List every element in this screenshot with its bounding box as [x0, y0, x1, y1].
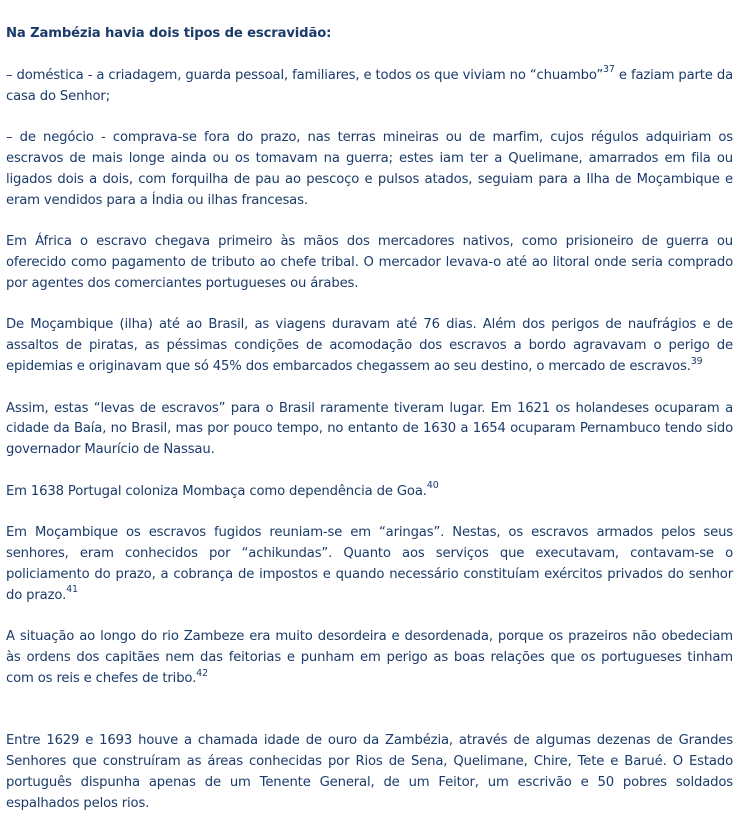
section-heading: Na Zambézia havia dois tipos de escravidão:	[6, 26, 332, 41]
paragraph-viagens	[6, 315, 733, 377]
footnote-ref-42[interactable]: 42	[196, 667, 208, 679]
paragraph-mombaca	[6, 482, 733, 503]
paragraph-aringas	[6, 523, 733, 606]
paragraph-domestica	[6, 66, 733, 108]
document-body	[6, 24, 733, 835]
footnote-ref-39[interactable]: 39	[690, 355, 703, 367]
paragraph-text: Em África o escravo chegava primeiro às mãos dos mercadores nativos, como prisioneiro de guerra ou oferecido como pagamento de tributo ao chefe tribal. O mercador levava-o até ao litoral onde seria comprado por agentes dos comerciantes portugueses ou árabes.	[6, 234, 733, 291]
paragraph-africa	[6, 232, 733, 294]
paragraph-negocio	[6, 128, 733, 211]
paragraph-text: – doméstica - a criadagem, guarda pessoal, familiares, e todos os que viviam no “chuambo”	[6, 67, 604, 83]
paragraph-text: – de negócio - comprava-se fora do prazo, nas terras mineiras ou de marfim, cujos régulos adquiriam os escravos de mais longe ainda ou os tomavam na guerra; estes iam ter a Quelimane, amarrados em fila ou ligados dois a dois, com forquilha de pau ao pescoço e pulsos atados, seguiam para a Ilha de Moçambique e eram vendidos para a Índia ou ilhas francesas.	[6, 130, 733, 208]
footnote-ref-40[interactable]: 40	[426, 480, 439, 492]
paragraph-text-continued: e faziam parte da casa do Senhor;	[6, 67, 734, 104]
paragraph-text: Entre 1629 e 1693 houve a chamada idade de ouro da Zambézia, através de algumas dezenas de Grandes Senhores que construíram as áreas conhecidas por Rios de Sena, Quelimane, Chire, Tete e Barué. O Estado português dispunha apenas de um Tenente General, de um Feitor, um escrivão e 50 pobres soldados espalhados pelos rios.	[6, 733, 733, 811]
footnote-ref-41[interactable]: 41	[66, 584, 78, 596]
paragraph-text: Em 1638 Portugal coloniza Mombaça como dependência de Goa.	[6, 483, 427, 499]
paragraph-levas	[6, 399, 733, 461]
paragraph-idade-de-ouro	[6, 731, 733, 814]
footnote-ref-37[interactable]: 37	[603, 64, 615, 76]
paragraph-text: A situação ao longo do rio Zambeze era muito desordeira e desordenada, porque os prazeiros não obedeciam às ordens dos capitães nem das feitorias e punham em perigo as boas relações que os portugueses tinham com os reis e chefes de tribo.	[6, 629, 733, 686]
paragraph-text: Assim, estas “levas de escravos” para o Brasil raramente tiveram lugar. Em 1621 os holandeses ocuparam a cidade da Baía, no Brasil, mas por pouco tempo, no entanto de 1630 a 1654 ocuparam Pernambuco tendo sido governador Maurício de Nassau.	[6, 400, 733, 458]
paragraph-text: Em Moçambique os escravos fugidos reuniam-se em “aringas”. Nestas, os escravos armados pelos seus senhores, eram conhecidos por “achikundas”. Quanto aos serviços que executavam, contavam-se o policiamento do prazo, a cobrança de impostos e quando necessário constituíam exércitos privados do senhor do prazo.	[6, 525, 733, 603]
paragraph-zambeze	[6, 627, 733, 689]
paragraph-text: De Moçambique (ilha) até ao Brasil, as viagens duravam até 76 dias. Além dos perigos de naufrágios e de assaltos de piratas, as péssimas condições de acomodação dos escravos a bordo agravavam o perigo de epidemias e originavam que só 45% dos embarcados chegassem ao seu destino, o mercado de escravos.	[6, 317, 733, 374]
